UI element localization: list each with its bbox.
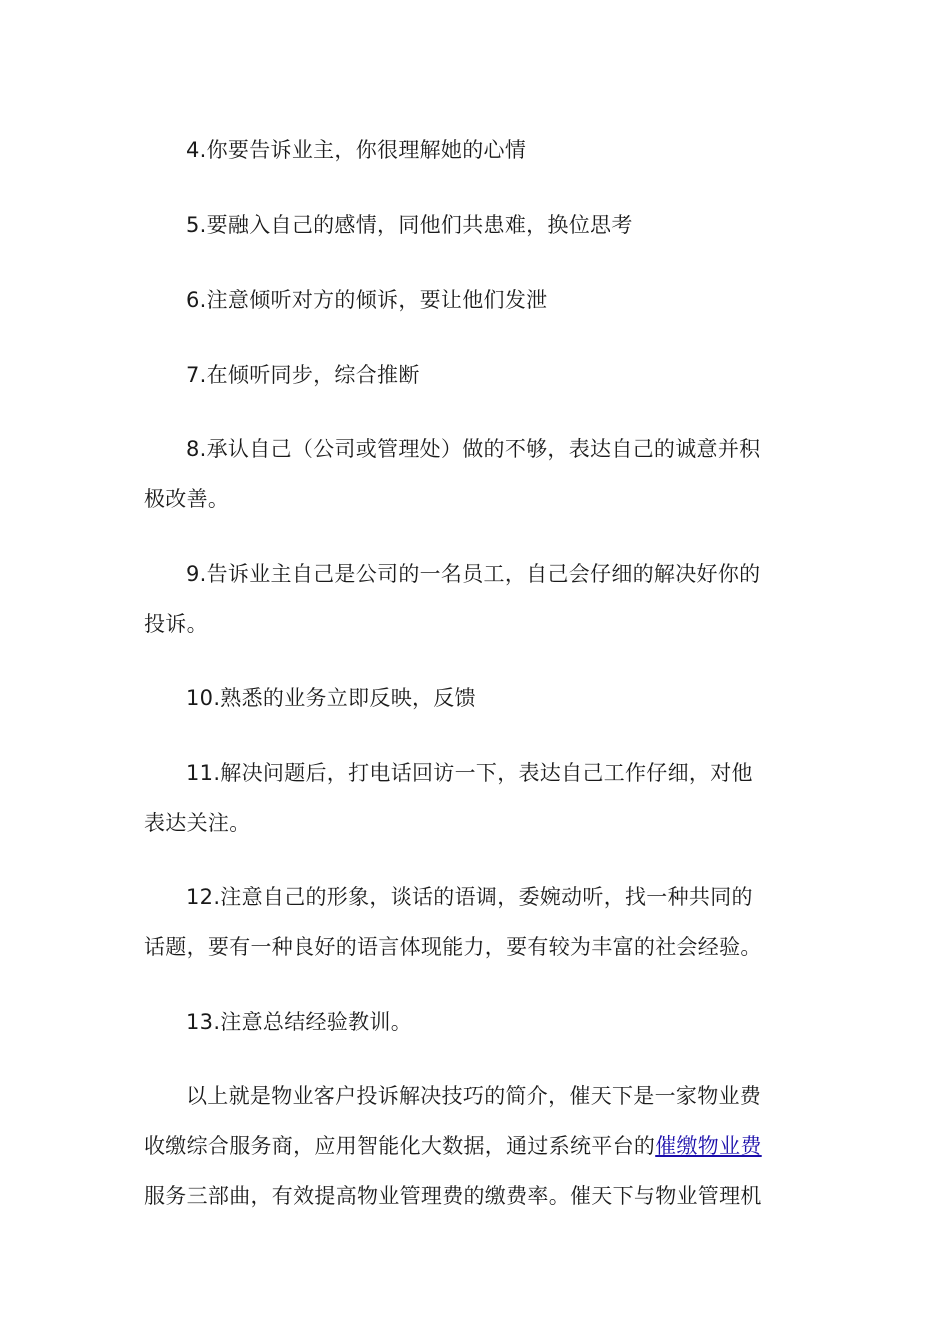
payment-collection-link[interactable]: 催缴物业费 [655, 1134, 762, 1158]
list-item: 13.注意总结经验教训。 [186, 1010, 412, 1034]
list-item: 8.承认自己（公司或管理处）做的不够，表达自己的诚意并积极改善。 [144, 437, 761, 511]
closing-paragraph [144, 1071, 774, 1221]
closing-text-before-link: 以上就是物业客户投诉解决技巧的简介，催天下是一家物业费收缴综合服务商，应用智能化大数据，通过系统平台的 [144, 1084, 762, 1158]
list-item: 9.告诉业主自己是公司的一名员工，自己会仔细的解决好你的投诉。 [144, 562, 761, 636]
list-item: 7.在倾听同步，综合推断 [186, 363, 420, 387]
list-item: 12.注意自己的形象，谈话的语调，委婉动听，找一种共同的话题，要有一种良好的语言体现能力，要有较为丰富的社会经验。 [144, 885, 762, 959]
list-item: 6.注意倾听对方的倾诉，要让他们发泄 [186, 288, 548, 312]
list-item: 5.要融入自己的感情，同他们共患难，换位思考 [186, 213, 633, 237]
list-item: 4.你要告诉业主，你很理解她的心情 [186, 138, 527, 162]
list-item: 10.熟悉的业务立即反映，反馈 [186, 686, 476, 710]
closing-text-after-link: 服务三部曲，有效提高物业管理费的缴费率。催天下与物业管理机 [144, 1184, 762, 1208]
list-item: 11.解决问题后，打电话回访一下，表达自己工作仔细，对他表达关注。 [144, 761, 753, 835]
